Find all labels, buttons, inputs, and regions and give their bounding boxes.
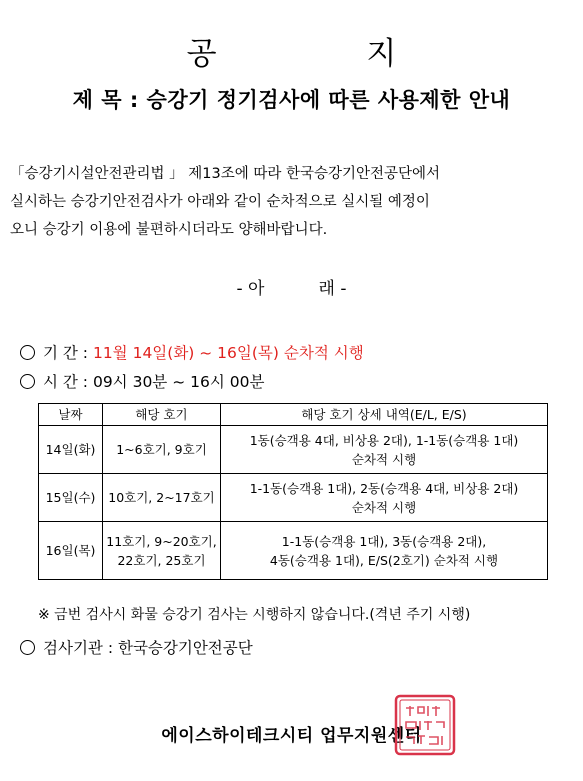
inspector-line — [20, 636, 253, 658]
official-seal-icon — [394, 694, 456, 756]
notice-note: ※ 금번 검사시 화물 승강기 검사는 시행하지 않습니다.(격년 주기 시행) — [38, 607, 471, 623]
circle-bullet-icon — [20, 374, 35, 389]
time-line — [20, 370, 264, 392]
footer-issuer: 에이스하이테크시티 업무지원센터 — [161, 726, 422, 746]
cell-units-line: 1~6호기, 9호기 — [116, 442, 207, 457]
table-header-row — [39, 404, 548, 426]
cell-date: 14일(화) — [39, 426, 103, 474]
time-value: 09시 30분 ~ 16시 00분 — [92, 373, 265, 391]
below-separator: - 아 래 - — [236, 279, 347, 299]
circle-bullet-icon — [20, 640, 35, 655]
cell-detail — [221, 474, 548, 522]
cell-detail-line: 순차적 시행 — [351, 451, 417, 467]
cell-date: 15일(수) — [39, 474, 103, 522]
table-row — [39, 522, 548, 580]
table-row — [39, 474, 548, 522]
period-value: 11월 14일(화) ~ 16일(목) 순차적 시행 — [92, 344, 364, 362]
period-label: 기 간 : — [43, 344, 93, 362]
circle-bullet-icon — [20, 345, 35, 360]
cell-date: 16일(목) — [39, 522, 103, 580]
header-date: 날짜 — [39, 404, 103, 426]
header-units: 해당 호기 — [103, 404, 221, 426]
header-detail: 해당 호기 상세 내역(E/L, E/S) — [221, 404, 548, 426]
cell-units — [103, 426, 221, 474]
cell-units-line: 22호기, 25호기 — [117, 552, 206, 568]
schedule-table — [38, 403, 548, 580]
body-line: 실시하는 승강기안전검사가 아래와 같이 순차적으로 실시될 예정이 — [10, 194, 430, 210]
notice-body — [10, 160, 576, 244]
cell-units — [103, 522, 221, 580]
cell-detail-line: 1-1동(승객용 1대), 3동(승객용 2대), — [281, 533, 487, 549]
cell-units-line: 11호기, 9~20호기, — [106, 533, 217, 549]
period-line — [20, 341, 364, 363]
notice-title: 공 지 — [186, 36, 467, 72]
inspector-text: 검사기관 : 한국승강기안전공단 — [43, 639, 253, 657]
notice-subject: 제 목 : 승강기 정기검사에 따른 사용제한 안내 — [72, 88, 511, 112]
cell-detail — [221, 522, 548, 580]
cell-units — [103, 474, 221, 522]
cell-units-line: 10호기, 2~17호기 — [108, 490, 215, 505]
cell-detail-line: 1동(승객용 4대, 비상용 2대), 1-1동(승객용 1대) — [249, 432, 519, 448]
body-line: 오니 승강기 이용에 불편하시더라도 양해바랍니다. — [10, 222, 328, 238]
table-row — [39, 426, 548, 474]
time-label: 시 간 : — [43, 373, 93, 391]
cell-detail-line: 순차적 시행 — [351, 499, 417, 515]
cell-detail-line: 4동(승객용 1대), E/S(2호기) 순차적 시행 — [269, 552, 499, 568]
body-line: 「승강기시설안전관리법 」 제13조에 따라 한국승강기안전공단에서 — [10, 166, 441, 182]
cell-detail — [221, 426, 548, 474]
cell-detail-line: 1-1동(승객용 1대), 2동(승객용 4대, 비상용 2대) — [249, 480, 519, 496]
